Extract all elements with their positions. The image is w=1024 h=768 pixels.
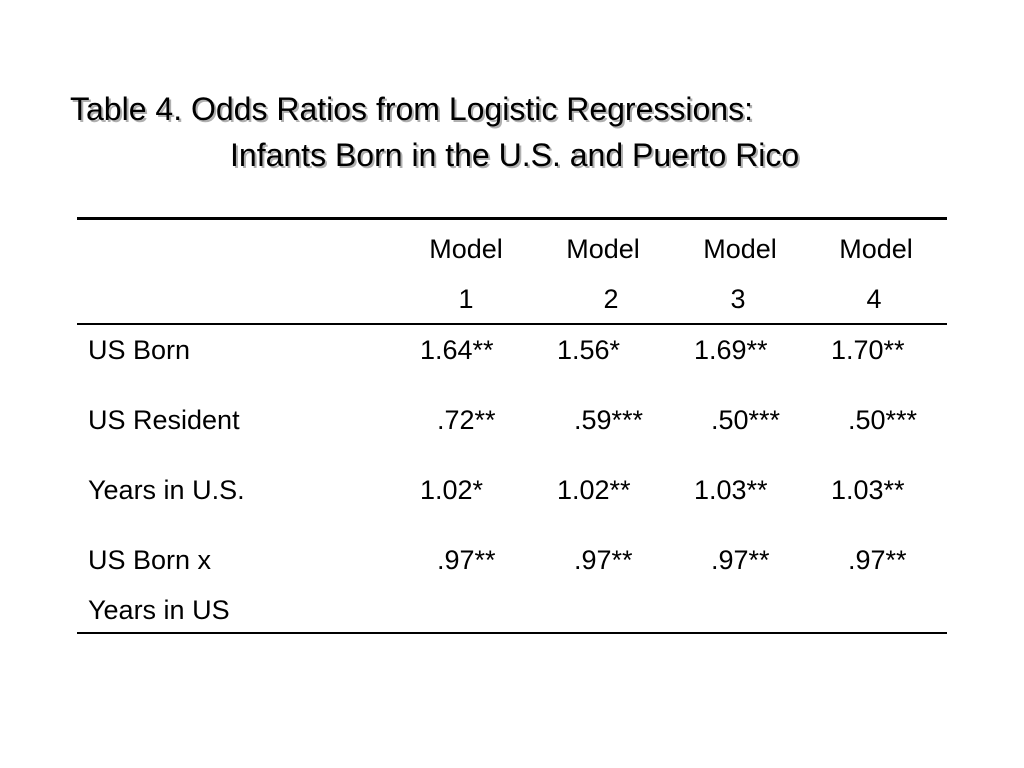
row-4-model-3: .97** bbox=[711, 545, 770, 575]
title-line-1: Table 4. Odds Ratios from Logistic Regressions: bbox=[70, 91, 753, 127]
header-rule bbox=[77, 323, 947, 325]
row-label-years-in-us-2: Years in US bbox=[88, 595, 230, 625]
row-label-us-born-x: US Born x bbox=[88, 545, 212, 575]
row-1-model-1: 1.64** bbox=[420, 335, 494, 365]
row-2-model-4: .50*** bbox=[848, 405, 918, 435]
bottom-rule bbox=[77, 632, 947, 634]
header-model-1-word: Model bbox=[429, 234, 503, 264]
row-label-us-resident: US Resident bbox=[88, 405, 240, 435]
table-title bbox=[70, 86, 970, 178]
row-1-model-4: 1.70** bbox=[831, 335, 905, 365]
row-3-model-1: 1.02* bbox=[420, 475, 484, 505]
row-3-model-3: 1.03** bbox=[694, 475, 768, 505]
row-2-model-3: .50*** bbox=[711, 405, 781, 435]
row-1-model-3: 1.69** bbox=[694, 335, 768, 365]
row-4-model-1: .97** bbox=[437, 545, 496, 575]
row-2-model-1: .72** bbox=[437, 405, 496, 435]
row-2-model-2: .59*** bbox=[574, 405, 644, 435]
top-rule bbox=[77, 217, 947, 220]
row-3-model-4: 1.03** bbox=[831, 475, 905, 505]
row-4-model-2: .97** bbox=[574, 545, 633, 575]
header-model-3-num: 3 bbox=[730, 284, 746, 314]
header-model-4-num: 4 bbox=[866, 284, 882, 314]
header-model-1-num: 1 bbox=[458, 284, 474, 314]
header-model-2-num: 2 bbox=[603, 284, 619, 314]
row-3-model-2: 1.02** bbox=[557, 475, 631, 505]
header-model-2-word: Model bbox=[566, 234, 640, 264]
row-1-model-2: 1.56* bbox=[557, 335, 621, 365]
row-label-us-born: US Born bbox=[88, 335, 191, 365]
header-model-4-word: Model bbox=[839, 234, 913, 264]
header-model-3-word: Model bbox=[703, 234, 777, 264]
row-4-model-4: .97** bbox=[848, 545, 907, 575]
title-line-2: Infants Born in the U.S. and Puerto Rico bbox=[230, 137, 800, 173]
row-label-years-in-us: Years in U.S. bbox=[88, 475, 245, 505]
